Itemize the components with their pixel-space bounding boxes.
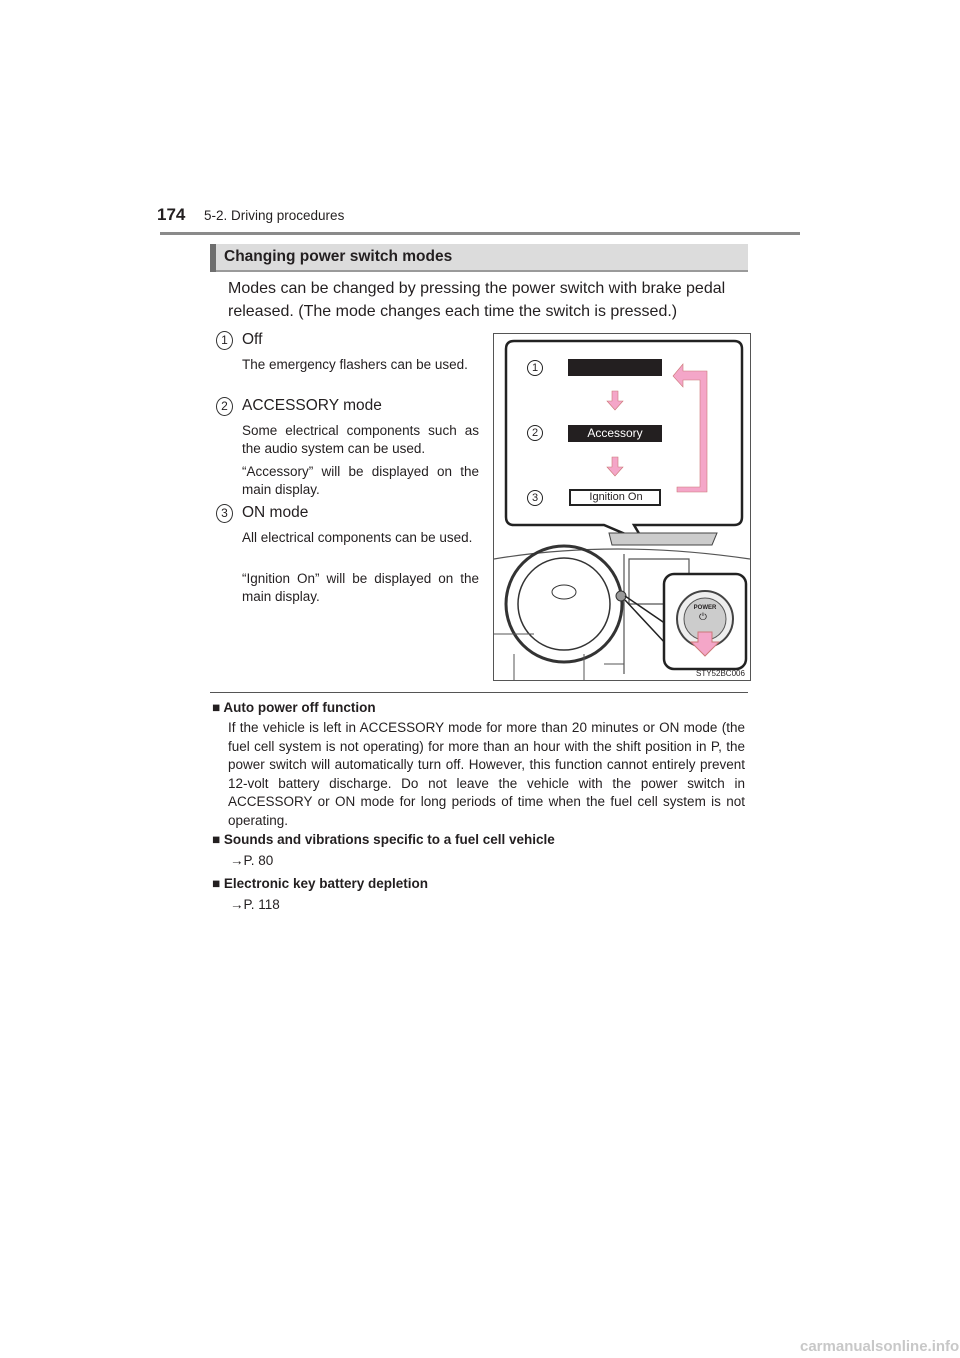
display-ignition-on: Ignition On xyxy=(589,491,643,503)
chapter-title: 5-2. Driving procedures xyxy=(204,208,345,223)
intro-line: released. (The mode changes each time the switch is pressed.) xyxy=(228,303,678,320)
section-title: Changing power switch modes xyxy=(224,248,453,265)
bullet-icon: ■ xyxy=(212,832,221,847)
note-text: If the vehicle is left in ACCESSORY mode for more than 20 minutes or ON mode (the fuel cell system is not operating) for more than an hour with the shift position in P, the power switch will automatically turn off. However, this function cannot entirely prevent 12-volt battery discharge. Do not leave the vehicle with the power switch in ACCESSORY or ON mode for long periods of time when the fuel cell system is not operating. xyxy=(228,720,745,828)
step-number: 1 xyxy=(527,360,543,376)
note-title: Electronic key battery depletion xyxy=(223,876,428,891)
mode-label: Off xyxy=(242,331,263,348)
section-heading xyxy=(210,244,748,272)
step-number: 1 xyxy=(216,331,233,350)
step-number: 3 xyxy=(216,504,233,523)
power-switch-illustration xyxy=(493,333,751,681)
page-reference[interactable]: →P. 80 xyxy=(230,853,274,868)
step-number: 3 xyxy=(527,490,543,506)
intro-line: Modes can be changed by pressing the power switch with brake pedal xyxy=(228,280,726,297)
mode-description: “Ignition On” will be displayed on the main display. xyxy=(242,571,479,604)
mode-description: Some electrical components such as the audio system can be used. xyxy=(242,423,479,456)
power-button-label: POWER xyxy=(693,605,717,611)
page-number: 174 xyxy=(157,205,186,224)
note-title: Sounds and vibrations specific to a fuel cell vehicle xyxy=(223,832,555,847)
step-number: 2 xyxy=(527,425,543,441)
divider xyxy=(210,692,748,693)
bullet-icon: ■ xyxy=(212,700,221,715)
mode-description: “Accessory” will be displayed on the main display. xyxy=(242,464,479,497)
step-number: 2 xyxy=(216,397,233,416)
mode-label: ACCESSORY mode xyxy=(242,397,382,414)
watermark: carmanualsonline.info xyxy=(800,1338,960,1355)
dashboard-drawing xyxy=(494,334,750,680)
note-heading xyxy=(212,700,376,715)
note-title: Auto power off function xyxy=(223,700,376,715)
power-icon: ⏻ xyxy=(699,612,707,623)
figure-code: STY52BC006 xyxy=(696,669,745,678)
mode-description: All electrical components can be used. xyxy=(242,530,473,545)
display-accessory: Accessory xyxy=(587,426,643,440)
mode-label: ON mode xyxy=(242,504,309,521)
note-heading xyxy=(212,876,428,891)
mode-description: The emergency flashers can be used. xyxy=(242,357,468,372)
note-heading xyxy=(212,832,555,847)
page-reference[interactable]: →P. 118 xyxy=(230,897,280,912)
bullet-icon: ■ xyxy=(212,876,221,891)
header-rule xyxy=(160,232,800,235)
